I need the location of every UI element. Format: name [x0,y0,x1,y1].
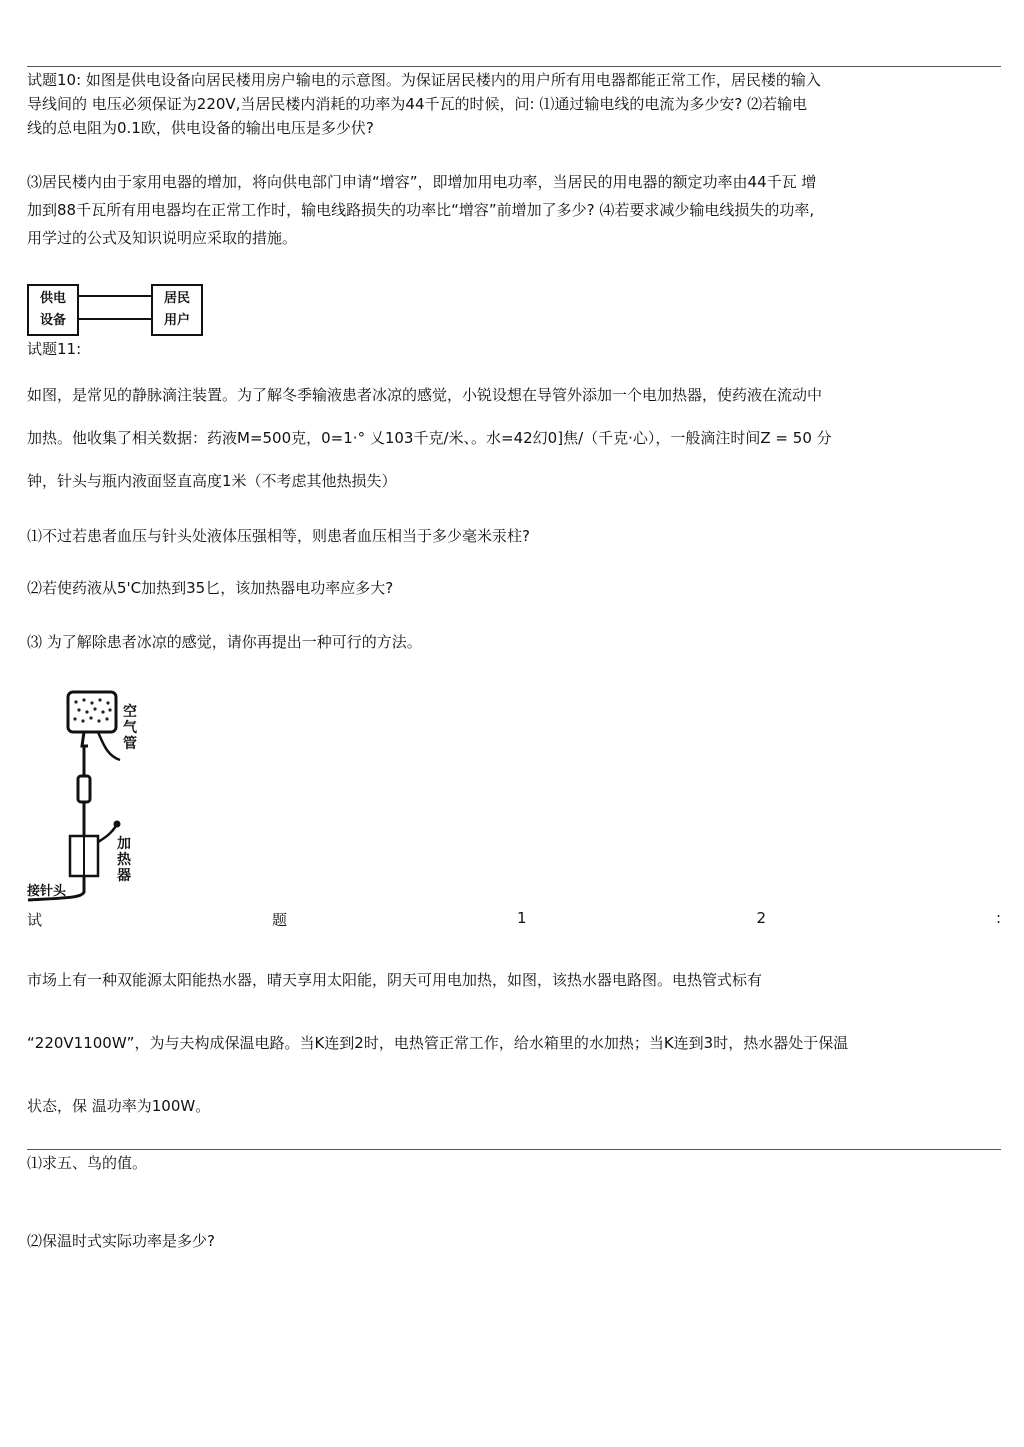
q12-line1: 市场上有一种双能源太阳能热水器，晴天享用太阳能，阴天可用电加热，如图，该热水器电路图。电热管式标有 [27,971,763,989]
q10-p2-line1: ⑶居民楼内由于家用电器的增加，将向供电部门申请“增容”，即增加用电功率，当居民的用电器的额定功率由44千瓦 增 [27,173,817,191]
q11-sub-question-1: ⑴不过若患者血压与针头处液体压强相等，则患者血压相当于多少毫米汞柱? [27,527,530,545]
q11-intro-line2: 加热。他收集了相关数据：药液M=500克，0=1·° 乂103千克/米、。水=42幻0]焦/（千克·心），一般滴注时间Z = 50 分 [27,429,832,447]
residential-users-box [151,284,203,336]
q12-line3: 状态，保 温功率为100W。 [27,1097,211,1115]
q12-sub-question-1: ⑴求五、鸟的值。 [27,1154,148,1172]
q12-sub-question-2: ⑵保温时式实际功率是多少? [27,1232,215,1250]
drip-bottle [68,692,116,732]
q11-sub-question-3: ⑶ 为了解除患者冰凉的感觉，请你再提出一种可行的方法。 [27,633,422,651]
q10-p1-line3: 线的总电阻为0.1欧，供电设备的输出电压是多少伏? [27,119,374,137]
needle-label: 接针头 [27,884,67,899]
residential-label-2: 用户 [163,313,190,328]
q12-heading-part-3: 1 [516,909,527,927]
power-supply-label-1: 供电 [39,291,66,306]
q10-p2-line2: 加到88千瓦所有用电器均在正常工作时，输电线路损失的功率比“增容”前增加了多少? ⑷若要求减少输电线损失的功率, [27,201,815,219]
q12-heading-part-4: 2 [756,909,766,927]
q12-heading-part-1: 试 [27,911,43,929]
power-supply-box [27,284,79,336]
heater-cord [98,826,116,842]
q11-intro-line3: 钟，针头与瓶内液面竖直高度1米（不考虑其他热损失） [27,472,397,490]
drip-chamber [78,776,90,802]
q10-p1-line2: 导线间的 电压必须保证为220V,当居民楼内消耗的功率为44千瓦的时候，问: ⑴通过输电线的电流为多少安? ⑵若输电 [27,95,808,113]
q12-heading-part-2: 题 [271,911,287,929]
heater-label: 加热器 [117,836,131,884]
bottom-divider [27,1149,1001,1150]
residential-label-1: 居民 [163,291,190,306]
q11-heading: 试题11: [27,340,82,358]
q10-paragraph-2 [27,172,1001,248]
q12-heading-part-5: : [995,909,1001,927]
q12-heading [27,909,1001,930]
q10-p1-line1: 试题10: 如图是供电设备向居民楼用房户输电的示意图。为保证居民楼内的用户所有用电器都能正常工作，居民楼的输入 [27,71,821,89]
q10-paragraph-1 [27,70,1001,138]
q11-intro-line1: 如图，是常见的静脉滴注装置。为了解冬季输液患者冰凉的感觉，小锐设想在导管外添加一个电加热器，使药液在流动中 [27,386,823,404]
q11-sub-question-2: ⑵若使药液从5'C加热到35匕，该加热器电功率应多大? [27,579,394,597]
wire-bottom [77,318,151,320]
air-tube-line [98,732,120,760]
wire-top [77,295,151,297]
q10-p2-line3: 用学过的公式及知识说明应采取的措施。 [27,229,298,247]
air-tube-label: 空气管 [123,704,137,752]
power-supply-label-2: 设备 [39,313,66,328]
top-divider [27,66,1001,67]
q12-line2: “220V1100W”，为与夫构成保温电路。当K连到2时，电热管正常工作，给水箱里的水加热；当K连到3时，热水器处于保温 [27,1034,849,1052]
